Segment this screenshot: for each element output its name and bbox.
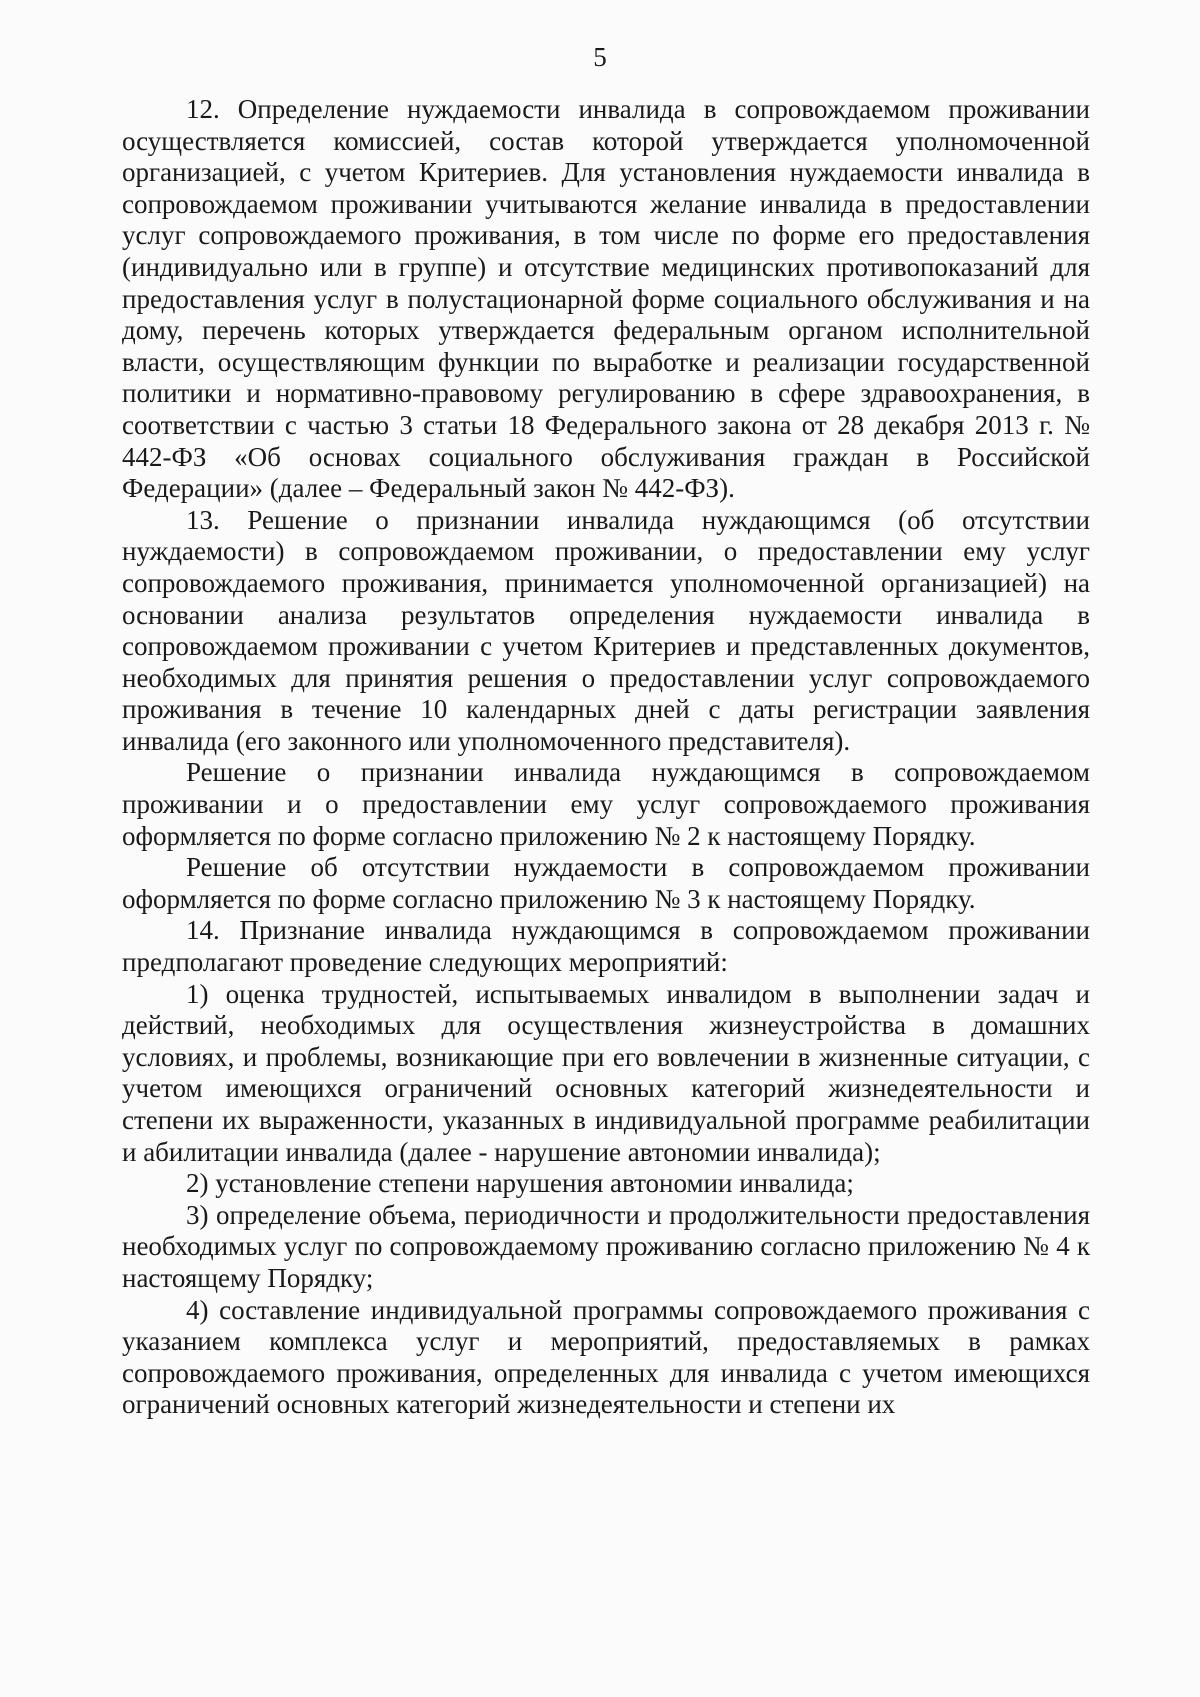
document-body	[122, 94, 1090, 1421]
list-item-2: 2) установление степени нарушения автономии инвалида;	[186, 1168, 854, 1199]
list-item-4: 4) составление индивидуальной программы сопровождаемого проживания с указанием комплекса услуг и мероприятий, предоставляемых в рамках сопровождаемого проживания, определенных для инвалида с учетом имеющихся ограничений основных категорий жизнедеятельности и степени их	[122, 1294, 1090, 1420]
list-item-3: 3) определение объема, периодичности и продолжительности предоставления необходимых услуг по сопровождаемому проживанию согласно приложению № 4 к настоящему Порядку;	[122, 1199, 1090, 1293]
paragraph-13: 13. Решение о признании инвалида нуждающимся (об отсутствии нуждаемости) в сопровождаемом проживании, о предоставлении ему услуг сопровождаемого проживания, принимается уполномоченной организацией) на основании анализа результатов определения нуждаемости инвалида в сопровождаемом проживании с учетом Критериев и представленных документов, необходимых для принятия решения о предоставлении услуг сопровождаемого проживания в течение 10 календарных дней с даты регистрации заявления инвалида (его законного или уполномоченного представителя).	[122, 504, 1090, 756]
page-number: 5	[593, 42, 607, 72]
list-item-1: 1) оценка трудностей, испытываемых инвалидом в выполнении задач и действий, необходимых для осуществления жизнеустройства в домашних условиях, и проблемы, возникающие при его вовлечении в жизненные ситуации, с учетом имеющихся ограничений основных категорий жизнедеятельности и степени их выраженности, указанных в индивидуальной программе реабилитации и абилитации инвалида (далее - нарушение автономии инвалида);	[122, 978, 1090, 1167]
paragraph-12: 12. Определение нуждаемости инвалида в сопровождаемом проживании осуществляется комиссией, состав которой утверждается уполномоченной организацией, с учетом Критериев. Для установления нуждаемости инвалида в сопровождаемом проживании учитываются желание инвалида в предоставлении услуг сопровождаемого проживания, в том числе по форме его предоставления (индивидуально или в группе) и отсутствие медицинских противопоказаний для предоставления услуг в полустационарной форме социального обслуживания и на дому, перечень которых утверждается федеральным органом исполнительной власти, осуществляющим функции по выработке и реализации государственной политики и нормативно-правовому регулированию в сфере здравоохранения, в соответствии с частью 3 статьи 18 Федерального закона от 28 декабря 2013 г. № 442-ФЗ «Об основах социального обслуживания граждан в Российской Федерации» (далее – Федеральный закон № 442-ФЗ).	[122, 94, 1090, 504]
paragraph-decision-need: Решение о признании инвалида нуждающимся в сопровождаемом проживании и о предоставлении ему услуг сопровождаемого проживания оформляется по форме согласно приложению № 2 к настоящему Порядку.	[122, 757, 1090, 851]
paragraph-14: 14. Признание инвалида нуждающимся в сопровождаемом проживании предполагают проведение следующих мероприятий:	[122, 915, 1090, 978]
paragraph-decision-no-need: Решение об отсутствии нуждаемости в сопровождаемом проживании оформляется по форме согласно приложению № 3 к настоящему Порядку.	[122, 852, 1090, 914]
